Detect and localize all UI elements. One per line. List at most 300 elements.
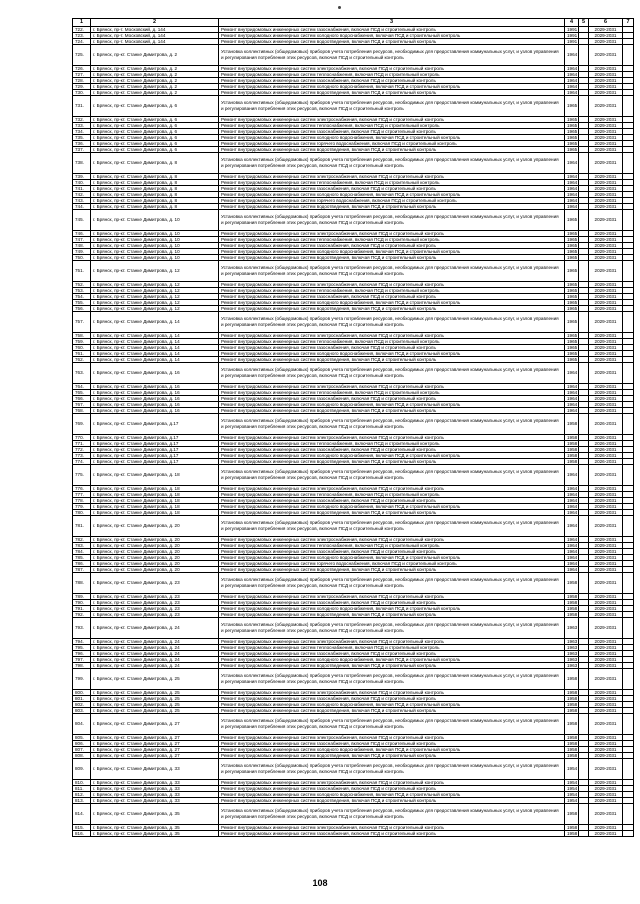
table-cell: 1958 — [565, 702, 579, 708]
table-cell: Установка коллективных (общедомовых) приборов учета потребления ресурсов, необходимых для предоставления коммунальных услуг, и узлов управления и регулирования потребления этих ресурсов, включая ПСД и строительный контроль — [219, 261, 565, 282]
table-cell: 2029-2031 — [589, 333, 623, 339]
table-cell: 2029-2031 — [589, 798, 623, 804]
table-cell: г. Брянск, пр-кт. Станке Димитрова, д. 14 — [91, 312, 219, 333]
table-cell — [623, 45, 634, 66]
table-cell — [623, 414, 634, 435]
col-header-6: 6 — [589, 19, 623, 27]
table-cell: г. Брянск, пр-кт. Станке Димитрова, д. 25 — [91, 669, 219, 690]
table-cell — [623, 516, 634, 537]
table-cell — [623, 714, 634, 735]
table-cell: 760. — [73, 345, 91, 351]
table-cell: 768. — [73, 408, 91, 414]
table-cell — [579, 669, 589, 690]
table-cell: 1958 — [565, 747, 579, 753]
table-cell: 788. — [73, 573, 91, 594]
table-cell: 1958 — [565, 735, 579, 741]
table-cell: 2029-2031 — [589, 153, 623, 174]
table-cell — [579, 363, 589, 384]
table-cell: 1964 — [565, 45, 579, 66]
table-cell: 1964 — [565, 465, 579, 486]
col-header-2: 2 — [91, 19, 219, 27]
table-cell: г. Брянск, пр-кт. Станке Димитрова, д.17 — [91, 453, 219, 459]
table-cell: 2029-2031 — [589, 543, 623, 549]
table-cell — [579, 153, 589, 174]
table-cell: 2029-2031 — [589, 363, 623, 384]
table-cell: 774. — [73, 459, 91, 465]
table-cell: 2029-2031 — [589, 84, 623, 90]
table-cell: Ремонт внутридомовых инженерных систем водоотведения, включая ПСД и строительный контроль — [219, 306, 565, 312]
table-cell: 1963 — [565, 618, 579, 639]
table-cell: 1964 — [565, 516, 579, 537]
table-cell: 1965 — [565, 117, 579, 123]
table-cell: 1965 — [565, 135, 579, 141]
table-cell — [623, 312, 634, 333]
table-cell: 794. — [73, 639, 91, 645]
table-cell: 749. — [73, 249, 91, 255]
table-cell: 1964 — [565, 486, 579, 492]
table-cell: г. Брянск, пр-кт. Станке Димитрова, д. 33 — [91, 780, 219, 786]
table-cell: 763. — [73, 363, 91, 384]
table-row — [73, 153, 634, 174]
table-cell: 737. — [73, 147, 91, 153]
table-cell: г. Брянск, пр-кт. Станке Димитрова, д. 25 — [91, 708, 219, 714]
table-cell: 2029-2031 — [589, 747, 623, 753]
table-cell: 766. — [73, 396, 91, 402]
table-cell: 736. — [73, 141, 91, 147]
table-cell: Ремонт внутридомовых инженерных систем газоснабжения, включая ПСД и строительный контроль — [219, 345, 565, 351]
table-cell: 744. — [73, 204, 91, 210]
table-cell: 1958 — [565, 741, 579, 747]
table-cell: 1958 — [565, 453, 579, 459]
table-cell: 741. — [73, 186, 91, 192]
table-cell: 2029-2031 — [589, 651, 623, 657]
table-cell: Ремонт внутридомовых инженерных систем газоснабжения, включая ПСД и строительный контроль — [219, 78, 565, 84]
table-cell: Ремонт внутридомовых инженерных систем газоснабжения, включая ПСД и строительный контроль — [219, 396, 565, 402]
table-cell: 2029-2031 — [589, 339, 623, 345]
table-cell: 777. — [73, 492, 91, 498]
table-cell: 2029-2031 — [589, 669, 623, 690]
table-cell: 2029-2031 — [589, 735, 623, 741]
table-cell: 2029-2031 — [589, 708, 623, 714]
table-cell: г. Брянск, пр-кт. Станке Димитрова, д. 12 — [91, 282, 219, 288]
table-cell: Ремонт внутридомовых инженерных систем газоснабжения, включая ПСД и строительный контроль — [219, 600, 565, 606]
table-cell — [579, 465, 589, 486]
table-cell: 1965 — [565, 123, 579, 129]
table-cell: г. Брянск, пр-кт. Станке Димитрова, д.17 — [91, 447, 219, 453]
table-cell: 1964 — [565, 567, 579, 573]
table-cell: 806. — [73, 741, 91, 747]
table-cell: 740. — [73, 180, 91, 186]
table-row — [73, 516, 634, 537]
table-cell — [579, 618, 589, 639]
table-cell: г. Брянск, пр-кт. Станке Димитрова, д. 23 — [91, 606, 219, 612]
table-cell: Ремонт внутридомовых инженерных систем водоотведения, включая ПСД и строительный контроль — [219, 204, 565, 210]
table-cell: 816. — [73, 831, 91, 837]
table-cell: Ремонт внутридомовых инженерных систем водоотведения, включая ПСД и строительный контроль — [219, 567, 565, 573]
table-cell: 1958 — [565, 825, 579, 831]
table-cell: г. Брянск, пр-кт. Станке Димитрова, д. 12 — [91, 288, 219, 294]
table-cell: Ремонт внутридомовых инженерных систем горячего водоснабжения, включая ПСД и строительный контроль — [219, 561, 565, 567]
table-cell: 1958 — [565, 414, 579, 435]
table-cell: Ремонт внутридомовых инженерных систем холодного водоснабжения, включая ПСД и строительный контроль — [219, 504, 565, 510]
table-cell: 724. — [73, 39, 91, 45]
table-cell: Ремонт внутридомовых инженерных систем газоснабжения, включая ПСД и строительный контроль — [219, 27, 565, 33]
table-cell: г. Брянск, пр-кт. Станке Димитрова, д. 6 — [91, 117, 219, 123]
table-cell: 1964 — [565, 78, 579, 84]
table-row — [73, 618, 634, 639]
table-cell: 2029-2031 — [589, 210, 623, 231]
table-cell: г. Брянск, пр-кт. Станке Димитрова, д. 14 — [91, 339, 219, 345]
table-cell: 786. — [73, 561, 91, 567]
table-cell: 1963 — [565, 645, 579, 651]
table-cell: 1958 — [565, 690, 579, 696]
table-cell: 1965 — [565, 300, 579, 306]
table-cell: г. Брянск, пр-кт. Станке Димитрова, д. 14 — [91, 351, 219, 357]
table-cell: Ремонт внутридомовых инженерных систем теплоснабжения, включая ПСД и строительный контроль — [219, 492, 565, 498]
page-number: 108 — [312, 878, 328, 888]
table-cell: 813. — [73, 798, 91, 804]
table-cell: 2029-2031 — [589, 567, 623, 573]
table-cell: 2029-2031 — [589, 702, 623, 708]
table-cell: г. Брянск, пр-кт. Станке Димитрова, д. 2 — [91, 90, 219, 96]
table-cell: Ремонт внутридомовых инженерных систем газоснабжения, включая ПСД и строительный контроль — [219, 498, 565, 504]
table-cell: 803. — [73, 708, 91, 714]
table-row — [73, 669, 634, 690]
table-cell: 2029-2031 — [589, 129, 623, 135]
table-cell: 2029-2031 — [589, 792, 623, 798]
table-cell: 1964 — [565, 492, 579, 498]
table-cell: 797. — [73, 657, 91, 663]
table-cell: Ремонт внутридомовых инженерных систем электроснабжения, включая ПСД и строительный контроль — [219, 825, 565, 831]
table-cell: 2029-2031 — [589, 645, 623, 651]
table-cell: 812. — [73, 792, 91, 798]
table-cell: 2029-2031 — [589, 537, 623, 543]
table-cell: 730. — [73, 90, 91, 96]
table-cell: Ремонт внутридомовых инженерных систем газоснабжения, включая ПСД и строительный контроль — [219, 549, 565, 555]
table-cell: 2029-2031 — [589, 174, 623, 180]
table-cell: 2029-2031 — [589, 180, 623, 186]
table-cell — [579, 804, 589, 825]
table-cell: Ремонт внутридомовых инженерных систем холодного водоснабжения, включая ПСД и строительный контроль — [219, 135, 565, 141]
table-cell: 2026-2031 — [589, 435, 623, 441]
table-row — [73, 804, 634, 825]
table-cell: г. Брянск, пр-кт. Станке Димитрова, д. 10 — [91, 243, 219, 249]
table-cell: г. Брянск, пр-кт. Станке Димитрова, д. 12 — [91, 306, 219, 312]
table-cell: 723. — [73, 33, 91, 39]
table-row — [73, 759, 634, 780]
table-cell: 1964 — [565, 66, 579, 72]
table-cell: г. Брянск, пр-кт. Станке Димитрова, д. 35 — [91, 831, 219, 837]
table-cell: 2029-2031 — [589, 696, 623, 702]
table-cell: 1991 — [565, 33, 579, 39]
table-cell: г. Брянск, пр-кт. Станке Димитрова, д.17 — [91, 441, 219, 447]
table-cell: г. Брянск, пр-кт. Станке Димитрова, д.17 — [91, 459, 219, 465]
table-cell: 2029-2031 — [589, 561, 623, 567]
table-cell: 2029-2031 — [589, 486, 623, 492]
table-cell — [623, 804, 634, 825]
table-cell: 1963 — [565, 639, 579, 645]
table-cell: 1965 — [565, 255, 579, 261]
table-cell: г. Брянск, пр-кт. Станке Димитрова, д. 33 — [91, 798, 219, 804]
table-cell: 2029-2031 — [589, 123, 623, 129]
table-cell: 750. — [73, 255, 91, 261]
table-cell: г. Брянск, пр-кт. Станке Димитрова, д. 12 — [91, 300, 219, 306]
table-cell: Ремонт внутридомовых инженерных систем водоотведения, включая ПСД и строительный контроль — [219, 753, 565, 759]
table-cell: 771. — [73, 441, 91, 447]
table-cell: 1954 — [565, 798, 579, 804]
table-cell — [579, 759, 589, 780]
table-cell: 799. — [73, 669, 91, 690]
table-cell: 770. — [73, 435, 91, 441]
table-cell: г. Брянск, пр-кт. Станке Димитрова, д. 6 — [91, 135, 219, 141]
table-cell: 2029-2031 — [589, 306, 623, 312]
table-cell: г. Брянск, пр-т. Московский, д. 144 — [91, 39, 219, 45]
table-cell: 1964 — [565, 153, 579, 174]
table-cell: г. Брянск, пр-кт. Станке Димитрова, д. 16 — [91, 396, 219, 402]
table-cell: 759. — [73, 339, 91, 345]
table-cell: 1964 — [565, 180, 579, 186]
table-cell: 1964 — [565, 84, 579, 90]
table-cell: г. Брянск, пр-кт. Станке Димитрова, д. 14 — [91, 333, 219, 339]
table-cell: 809. — [73, 759, 91, 780]
table-cell: 2029-2031 — [589, 243, 623, 249]
table-cell — [623, 363, 634, 384]
table-cell: г. Брянск, пр-кт. Станке Димитрова, д. 24 — [91, 657, 219, 663]
table-cell — [579, 414, 589, 435]
table-cell — [579, 96, 589, 117]
table-cell: г. Брянск, пр-кт. Станке Димитрова, д. 20 — [91, 561, 219, 567]
table-cell: Ремонт внутридомовых инженерных систем газоснабжения, включая ПСД и строительный контроль — [219, 786, 565, 792]
table-cell: 2029-2031 — [589, 282, 623, 288]
table-cell: г. Брянск, пр-кт. Станке Димитрова, д. 20 — [91, 549, 219, 555]
table-row — [73, 363, 634, 384]
table-cell: 2029-2031 — [589, 261, 623, 282]
table-row — [73, 261, 634, 282]
table-cell: г. Брянск, пр-кт. Станке Димитрова, д. 10 — [91, 231, 219, 237]
table-cell: 1963 — [565, 657, 579, 663]
table-cell: 1964 — [565, 72, 579, 78]
table-cell — [623, 669, 634, 690]
table-cell: 1958 — [565, 594, 579, 600]
table-cell: Ремонт внутридомовых инженерных систем газоснабжения, включая ПСД и строительный контроль — [219, 831, 565, 837]
table-cell: г. Брянск, пр-кт. Станке Димитрова, д. 27 — [91, 714, 219, 735]
table-cell: 2029-2031 — [589, 804, 623, 825]
table-cell: 787. — [73, 567, 91, 573]
table-cell: Установка коллективных (общедомовых) приборов учета потребления ресурсов, необходимых для предоставления коммунальных услуг, и узлов управления и регулирования потребления этих ресурсов, включая ПСД и строительный контроль — [219, 312, 565, 333]
table-cell: 2029-2031 — [589, 72, 623, 78]
table-cell: Ремонт внутридомовых инженерных систем водоотведения, включая ПСД и строительный контроль — [219, 798, 565, 804]
table-cell: 807. — [73, 747, 91, 753]
table-cell: Ремонт внутридомовых инженерных систем электроснабжения, включая ПСД и строительный контроль — [219, 594, 565, 600]
table-cell: 2029-2031 — [589, 612, 623, 618]
table-cell: 1963 — [565, 651, 579, 657]
table-cell: 1965 — [565, 231, 579, 237]
table-cell: 2029-2031 — [589, 294, 623, 300]
table-cell: Ремонт внутридомовых инженерных систем теплоснабжения, включая ПСД и строительный контроль — [219, 237, 565, 243]
table-cell: Ремонт внутридомовых инженерных систем холодного водоснабжения, включая ПСД и строительный контроль — [219, 249, 565, 255]
table-cell: 2029-2031 — [589, 510, 623, 516]
table-cell: 1964 — [565, 549, 579, 555]
table-cell: 2029-2031 — [589, 255, 623, 261]
table-cell: 1958 — [565, 606, 579, 612]
table-cell: Ремонт внутридомовых инженерных систем холодного водоснабжения, включая ПСД и строительный контроль — [219, 702, 565, 708]
table-cell: Ремонт внутридомовых инженерных систем газоснабжения, включая ПСД и строительный контроль — [219, 186, 565, 192]
table-cell: 1958 — [565, 669, 579, 690]
table-cell: 791. — [73, 606, 91, 612]
table-cell — [579, 714, 589, 735]
table-cell: 1958 — [565, 447, 579, 453]
table-cell: 764. — [73, 384, 91, 390]
table-cell — [623, 831, 634, 837]
table-cell: Ремонт внутридомовых инженерных систем электроснабжения, включая ПСД и строительный контроль — [219, 384, 565, 390]
table-cell: 1964 — [565, 198, 579, 204]
table-cell: г. Брянск, пр-кт. Станке Димитрова, д. 24 — [91, 618, 219, 639]
table-cell: г. Брянск, пр-кт. Станке Димитрова, д. 2 — [91, 72, 219, 78]
table-cell: Ремонт внутридомовых инженерных систем холодного водоснабжения, включая ПСД и строительный контроль — [219, 792, 565, 798]
table-cell: Ремонт внутридомовых инженерных систем электроснабжения, включая ПСД и строительный контроль — [219, 174, 565, 180]
table-cell: 1965 — [565, 339, 579, 345]
table-cell: 2029-2031 — [589, 465, 623, 486]
table-cell: 728. — [73, 78, 91, 84]
table-cell: 2029-2031 — [589, 606, 623, 612]
table-cell: Установка коллективных (общедомовых) приборов учета потребления ресурсов, необходимых для предоставления коммунальных услуг, и узлов управления и регулирования потребления этих ресурсов, включая ПСД и строительный контроль — [219, 96, 565, 117]
table-cell — [579, 573, 589, 594]
scan-dot — [338, 6, 341, 9]
table-cell: г. Брянск, пр-кт. Станке Димитрова, д.17 — [91, 435, 219, 441]
table-cell: 769. — [73, 414, 91, 435]
table-cell: 2029-2031 — [589, 504, 623, 510]
table-cell — [623, 261, 634, 282]
table-row — [73, 465, 634, 486]
table-cell: Ремонт внутридомовых инженерных систем водоотведения, включая ПСД и строительный контроль — [219, 408, 565, 414]
table-cell: 783. — [73, 543, 91, 549]
table-cell: г. Брянск, пр-кт. Станке Димитрова, д. 18 — [91, 510, 219, 516]
table-cell: 746. — [73, 231, 91, 237]
col-header-7: 7 — [623, 19, 634, 27]
table-cell: 1958 — [565, 714, 579, 735]
table-cell: г. Брянск, пр-кт. Станке Димитрова, д. 8 — [91, 204, 219, 210]
table-cell: 731. — [73, 96, 91, 117]
table-row — [73, 96, 634, 117]
table-cell: 1964 — [565, 384, 579, 390]
table-cell: г. Брянск, пр-кт. Станке Димитрова, д. 25 — [91, 702, 219, 708]
table-cell: Ремонт внутридомовых инженерных систем электроснабжения, включая ПСД и строительный контроль — [219, 639, 565, 645]
table-cell: Установка коллективных (общедомовых) приборов учета потребления ресурсов, необходимых для предоставления коммунальных услуг, и узлов управления и регулирования потребления этих ресурсов, включая ПСД и строительный контроль — [219, 714, 565, 735]
table-cell: г. Брянск, пр-кт. Станке Димитрова, д. 12 — [91, 294, 219, 300]
table-cell: 727. — [73, 72, 91, 78]
table-cell: 800. — [73, 690, 91, 696]
table-cell: 2029-2031 — [589, 492, 623, 498]
table-cell: Ремонт внутридомовых инженерных систем электроснабжения, включая ПСД и строительный контроль — [219, 486, 565, 492]
col-header-1: 1 — [73, 19, 91, 27]
table-cell: Ремонт внутридомовых инженерных систем холодного водоснабжения, включая ПСД и строительный контроль — [219, 606, 565, 612]
table-cell: Ремонт внутридомовых инженерных систем водоотведения, включая ПСД и строительный контроль — [219, 39, 565, 45]
table-cell: 1954 — [565, 780, 579, 786]
table-cell: Ремонт внутридомовых инженерных систем холодного водоснабжения, включая ПСД и строительный контроль — [219, 453, 565, 459]
table-cell: 2029-2031 — [589, 135, 623, 141]
table-cell: 801. — [73, 696, 91, 702]
table-cell: Установка коллективных (общедомовых) приборов учета потребления ресурсов, необходимых для предоставления коммунальных услуг, и узлов управления и регулирования потребления этих ресурсов, включая ПСД и строительный контроль — [219, 669, 565, 690]
table-cell: 1958 — [565, 435, 579, 441]
table-cell: 767. — [73, 402, 91, 408]
table-cell: 789. — [73, 594, 91, 600]
table-cell — [579, 516, 589, 537]
table-cell: Ремонт внутридомовых инженерных систем холодного водоснабжения, включая ПСД и строительный контроль — [219, 192, 565, 198]
table-cell: Ремонт внутридомовых инженерных систем газоснабжения, включая ПСД и строительный контроль — [219, 243, 565, 249]
col-header-4: 4 — [565, 19, 579, 27]
table-cell: 775. — [73, 465, 91, 486]
table-cell: Ремонт внутридомовых инженерных систем газоснабжения, включая ПСД и строительный контроль — [219, 741, 565, 747]
table-cell: 1965 — [565, 147, 579, 153]
table-cell: г. Брянск, пр-кт. Станке Димитрова, д. 6 — [91, 96, 219, 117]
table-cell: 1958 — [565, 708, 579, 714]
table-cell: 2029-2031 — [589, 594, 623, 600]
table-cell — [623, 153, 634, 174]
table-cell — [579, 45, 589, 66]
table-cell: 1965 — [565, 249, 579, 255]
table-cell: Установка коллективных (общедомовых) приборов учета потребления ресурсов, необходимых для предоставления коммунальных услуг, и узлов управления и регулирования потребления этих ресурсов, включая ПСД и строительный контроль — [219, 363, 565, 384]
table-cell: 2029-2031 — [589, 147, 623, 153]
table-cell: Ремонт внутридомовых инженерных систем газоснабжения, включая ПСД и строительный контроль — [219, 651, 565, 657]
table-cell: 780. — [73, 510, 91, 516]
table-cell: г. Брянск, пр-кт. Станке Димитрова, д. 16 — [91, 390, 219, 396]
table-cell: 1954 — [565, 792, 579, 798]
table-cell: 2029-2031 — [589, 192, 623, 198]
table-cell: 733. — [73, 123, 91, 129]
table-row — [73, 414, 634, 435]
table-cell: г. Брянск, пр-кт. Станке Димитрова, д. 2 — [91, 66, 219, 72]
table-cell: г. Брянск, пр-кт. Станке Димитрова, д. 23 — [91, 594, 219, 600]
table-row — [73, 831, 634, 837]
table-cell: 779. — [73, 504, 91, 510]
table-cell: 772. — [73, 447, 91, 453]
table-cell: 2029-2031 — [589, 639, 623, 645]
table-cell: г. Брянск, пр-кт. Станке Димитрова, д. 10 — [91, 237, 219, 243]
table-cell: 792. — [73, 612, 91, 618]
table-cell: г. Брянск, пр-кт. Станке Димитрова, д. 10 — [91, 249, 219, 255]
table-cell: 1958 — [565, 600, 579, 606]
table-cell: 743. — [73, 198, 91, 204]
table-cell: 734. — [73, 129, 91, 135]
table-cell: г. Брянск, пр-кт. Станке Димитрова, д. 25 — [91, 696, 219, 702]
table-cell: г. Брянск, пр-кт. Станке Димитрова, д. 6 — [91, 129, 219, 135]
table-cell: 802. — [73, 702, 91, 708]
table-cell: 1958 — [565, 804, 579, 825]
table-cell: 1965 — [565, 312, 579, 333]
table-cell: Ремонт внутридомовых инженерных систем горячего водоснабжения, включая ПСД и строительный контроль — [219, 198, 565, 204]
table-cell — [579, 312, 589, 333]
table-cell: г. Брянск, пр-кт. Станке Димитрова, д. 18 — [91, 504, 219, 510]
table-cell: 2029-2031 — [589, 288, 623, 294]
table-cell: 754. — [73, 294, 91, 300]
table-cell: Установка коллективных (общедомовых) приборов учета потребления ресурсов, необходимых для предоставления коммунальных услуг, и узлов управления и регулирования потребления этих ресурсов, включая ПСД и строительный контроль — [219, 516, 565, 537]
table-cell: 2029-2031 — [589, 78, 623, 84]
table-cell: 1964 — [565, 498, 579, 504]
table-cell: 751. — [73, 261, 91, 282]
table-cell: 2029-2031 — [589, 396, 623, 402]
table-cell: 2026-2031 — [589, 441, 623, 447]
table-cell: 814. — [73, 804, 91, 825]
table-cell: Ремонт внутридомовых инженерных систем холодного водоснабжения, включая ПСД и строительный контроль — [219, 402, 565, 408]
table-cell: 2029-2031 — [589, 117, 623, 123]
table-cell: 790. — [73, 600, 91, 606]
table-cell: 1965 — [565, 282, 579, 288]
table-cell: г. Брянск, пр-кт. Станке Димитрова, д. 24 — [91, 651, 219, 657]
table-cell: Ремонт внутридомовых инженерных систем электроснабжения, включая ПСД и строительный контроль — [219, 735, 565, 741]
table-cell — [579, 210, 589, 231]
table-cell: г. Брянск, пр-кт. Станке Димитрова, д. 8 — [91, 174, 219, 180]
table-cell: 808. — [73, 753, 91, 759]
